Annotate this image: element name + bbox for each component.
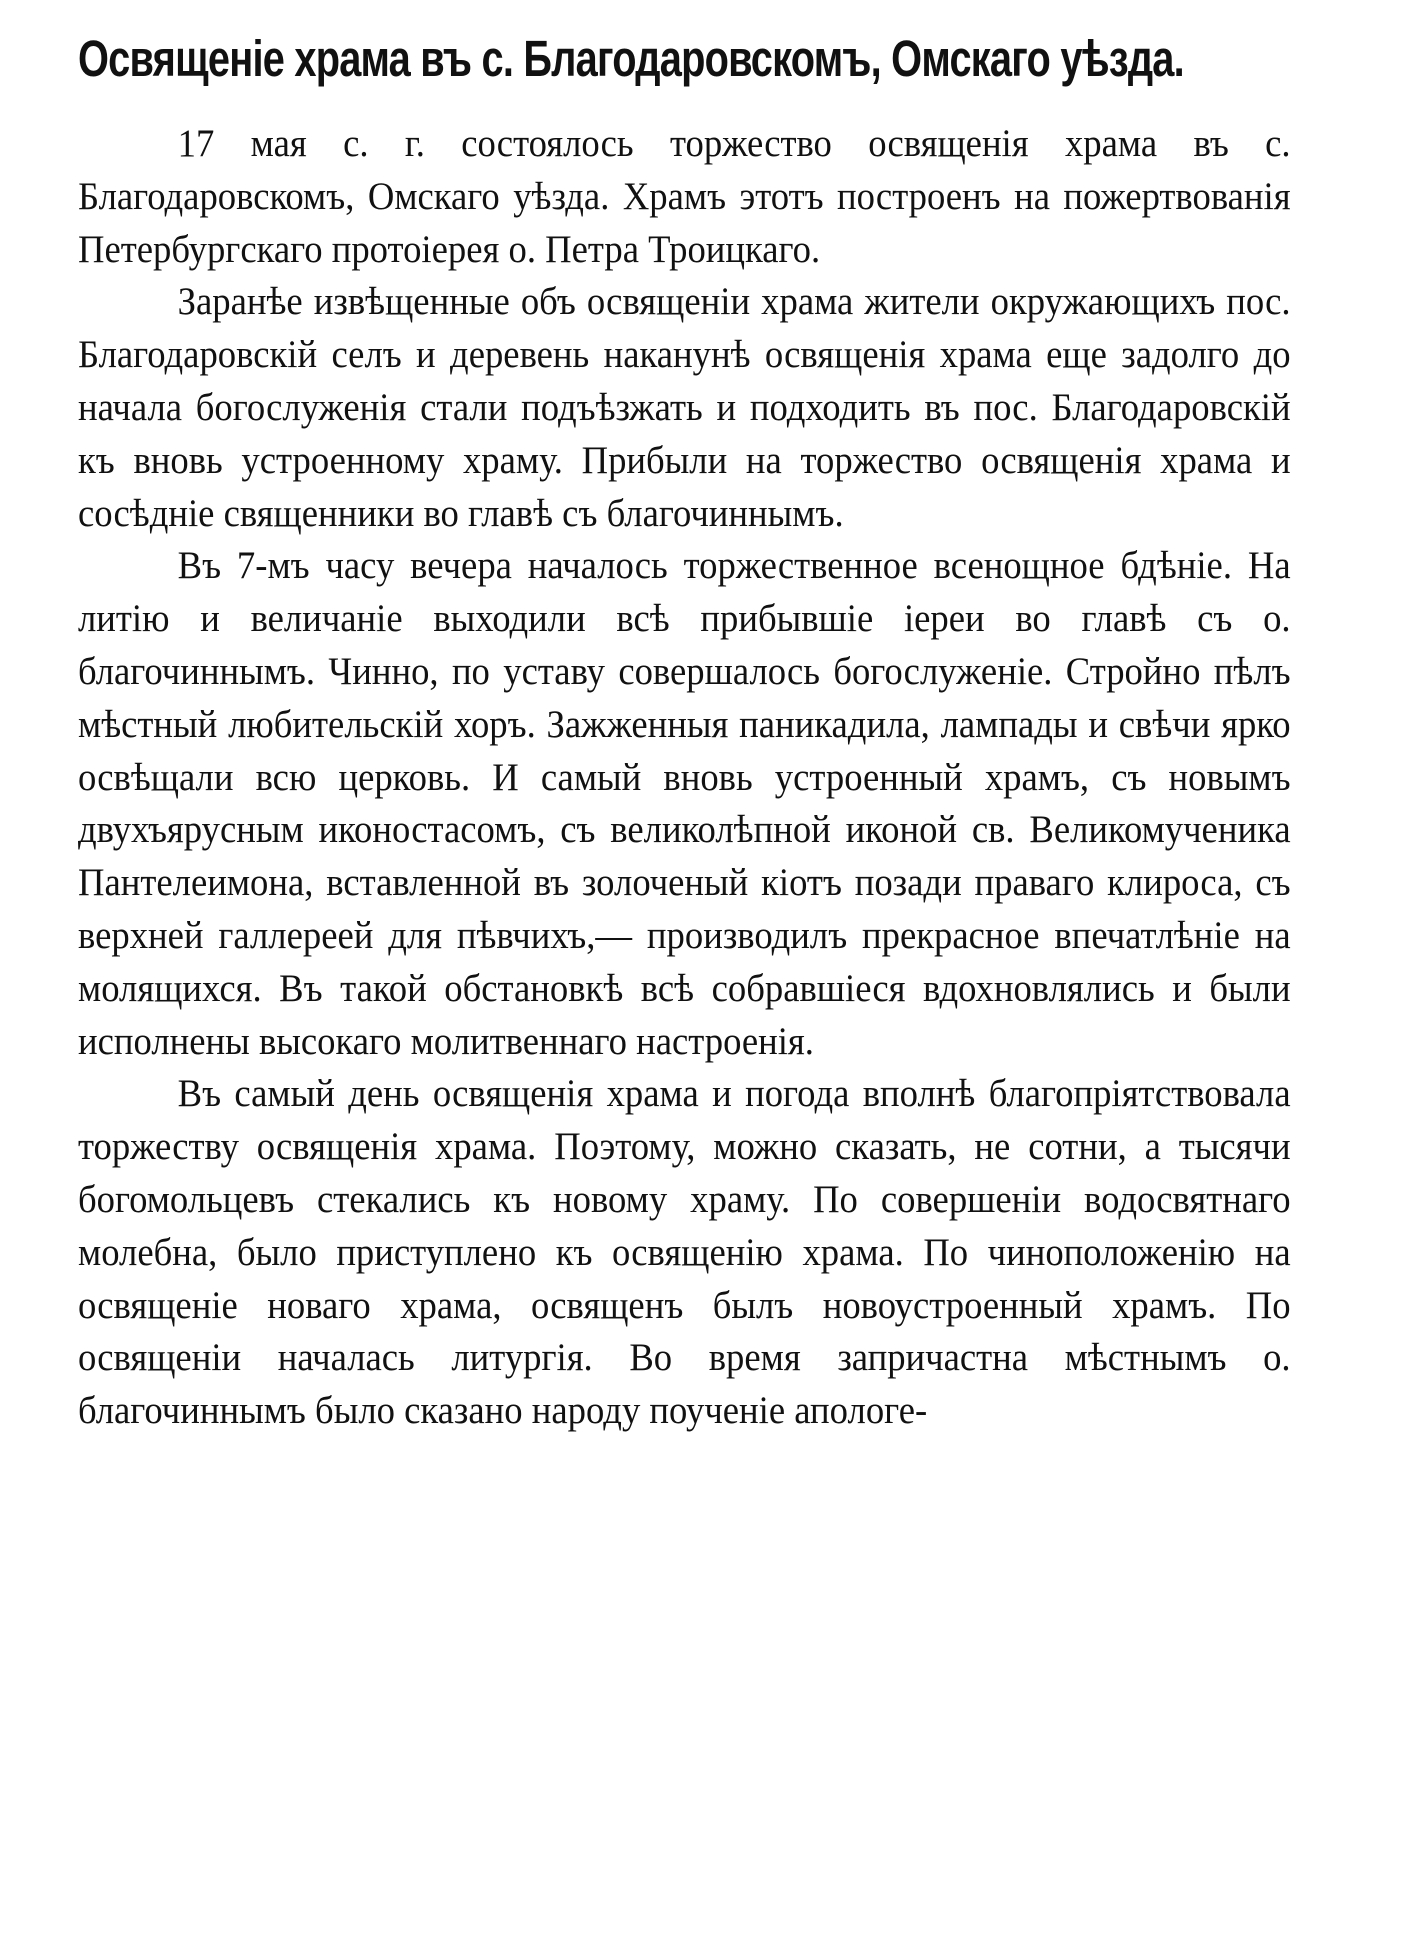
article-title: Освященіе храма въ с. Благодаровскомъ, Омскаго уѣзда.: [78, 30, 1184, 87]
paragraph-1: 17 мая с. г. состоялось торжество освященія храма въ с. Благодаровскомъ, Омскаго уѣзда. Храмъ этотъ построенъ на пожертвованія Петербургскаго протоіерея о. Петра Троицкаго.: [78, 122, 1291, 271]
paragraph-2: Заранѣе извѣщенные объ освященіи храма жители окружающихъ пос. Благодаровскій селъ и деревень наканунѣ освященія храма еще задолго до начала богослуженія стали подъѣзжать и подходить въ пос. Благодаровскій къ вновь устроенному храму. Прибыли на торжество освященія храма и сосѣдніе священники во главѣ съ благочиннымъ.: [78, 280, 1291, 535]
paragraph-4: Въ самый день освященія храма и погода вполнѣ благопріятствовала торжеству освященія храма. Поэтому, можно сказать, не сотни, а тысячи богомольцевъ стекались къ новому храму. По совершеніи водосвятнаго молебна, было приступлено къ освященію храма. По чиноположенію на освященіе новаго храма, освященъ былъ новоустроенный храмъ. По освященіи началась литургія. Во время запричастна мѣстнымъ о. благочиннымъ было сказано народу поученіе апологе-: [78, 1072, 1291, 1433]
article-body: [78, 118, 1291, 1438]
paragraph-3: Въ 7-мъ часу вечера началось торжественное всенощное бдѣніе. На литію и величаніе выходили всѣ прибывшіе іереи во главѣ съ о. благочиннымъ. Чинно, по уставу совершалось богослуженіе. Стройно пѣлъ мѣстный любительскій хоръ. Зажженныя паникадила, лампады и свѣчи ярко освѣщали всю церковь. И самый вновь устроенный храмъ, съ новымъ двухъярусным иконостасомъ, съ великолѣпной иконой св. Великомученика Пантелеимона, вставленной въ золоченый кіотъ позади праваго клироса, съ верхней галлереей для пѣвчихъ,— производилъ прекрасное впечатлѣніе на молящихся. Въ такой обстановкѣ всѣ собравшіеся вдохновлялись и были исполнены высокаго молитвеннаго настроенія.: [78, 544, 1291, 1063]
